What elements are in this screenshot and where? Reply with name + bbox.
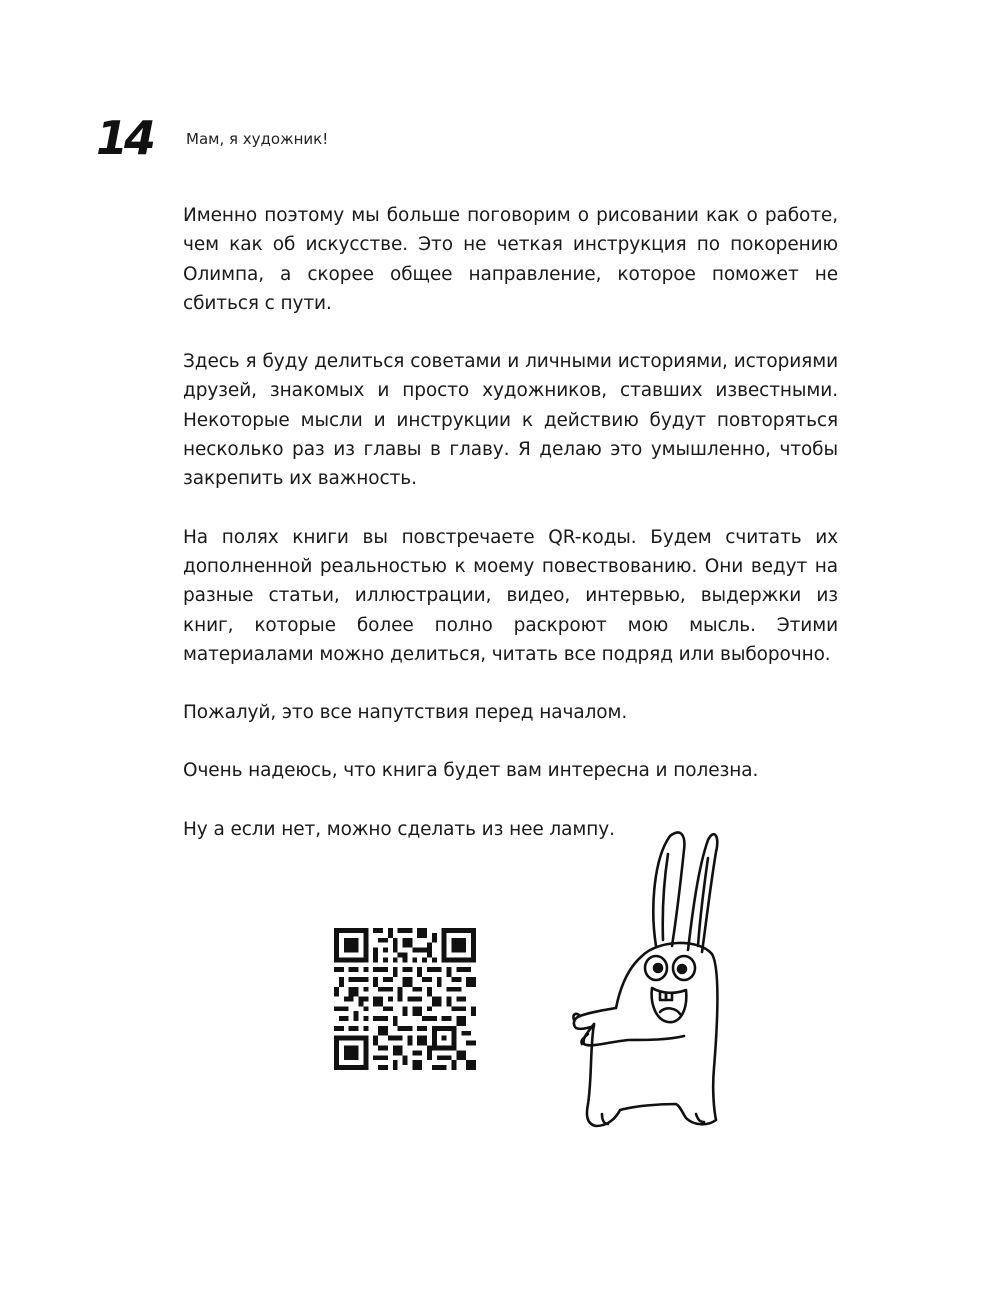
body-text [183, 201, 838, 873]
paragraph: Именно поэтому мы больше поговорим о рисовании как о работе, чем как об искусстве. Это не четкая инструкция по покорению Олимпа, а скорее общее направление, которое поможет не сбиться с пути. [183, 205, 838, 314]
page-number: 14 [96, 111, 153, 165]
paragraph: На полях книги вы повстречаете QR-коды. Будем считать их дополненной реальностью к моему повествованию. Они ведут на разные статьи, иллюстрации, видео, интервью, выдержки из книг, которые более полно раскроют мою мысль. Этими материалами можно делиться, читать все подряд или выборочно. [183, 526, 838, 665]
paragraph: Пожалуй, это все напутствия перед началом. [183, 702, 628, 724]
qr-code-icon[interactable] [334, 928, 476, 1070]
running-title: Мам, я художник! [186, 130, 329, 148]
paragraph: Очень надеюсь, что книга будет вам интересна и полезна. [183, 760, 759, 782]
paragraph: Здесь я буду делиться советами и личными историями, историями друзей, знакомых и просто художников, ставших известными. Некоторые мысли и инструкции к действию будут повторяться несколько раз из главы в главу. Я делаю это умышленно, чтобы закрепить их важность. [183, 351, 838, 490]
paragraph: Ну а если нет, можно сделать из нее лампу. [183, 818, 615, 840]
rabbit-illustration-icon [568, 828, 728, 1134]
